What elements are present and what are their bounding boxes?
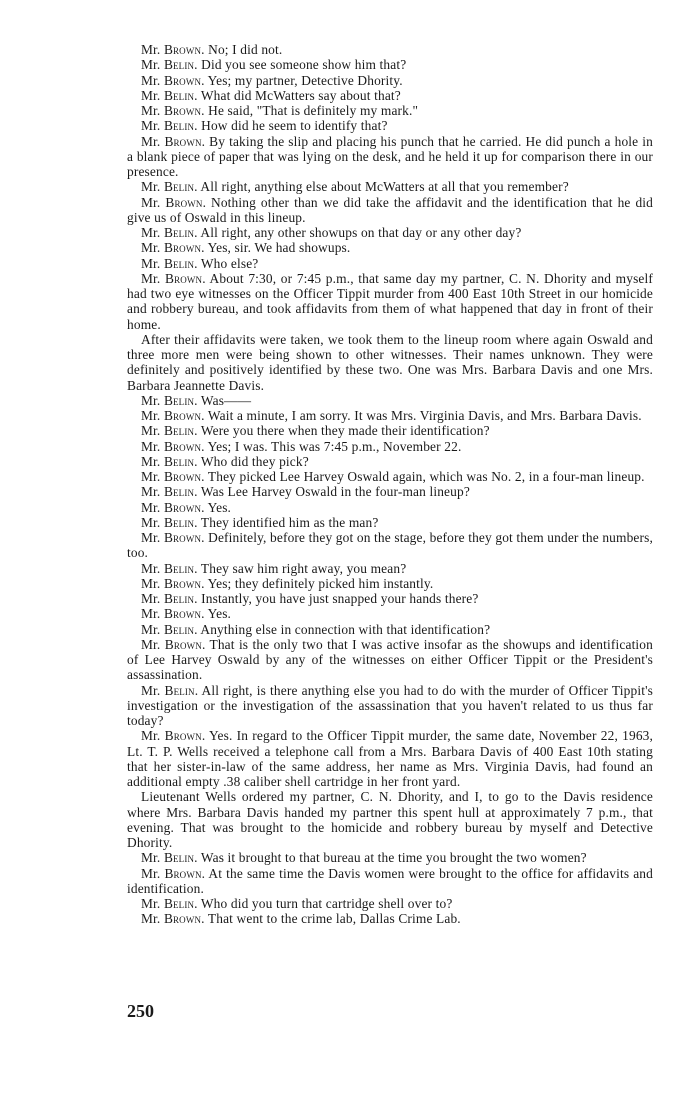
speaker-title: Mr.	[141, 255, 161, 271]
speaker-title: Mr.	[141, 194, 161, 210]
speaker-title: Mr.	[141, 392, 161, 408]
testimony-paragraph: Mr. Belin. Was Lee Harvey Oswald in the four-man lineup?	[141, 484, 470, 500]
testimony-paragraph: Mr. Brown. By taking the slip and placing his punch that he carried. He did punch a hole in a blank piece of paper that was lying on the desk, and he held it up for comparison there in our presence.	[127, 133, 653, 179]
speaker-name: Belin	[163, 179, 195, 195]
speaker-title: Mr.	[141, 606, 161, 622]
paragraph-text: Did you see someone show him that?	[201, 57, 407, 73]
speaker-title: Mr.	[141, 103, 161, 118]
testimony-paragraph: Mr. Brown. About 7:30, or 7:45 p.m., that same day my partner, C. N. Dhority and myself had two eye witnesses on the Officer Tippit murder from 400 East 10th Street in our homicide and robbery bureau, and took affidavits from them of what happened that day in front of their home.	[127, 270, 653, 332]
testimony-paragraph: Mr. Brown. Definitely, before they got on the stage, before they got them under the numbers, too.	[127, 530, 653, 561]
speaker-name: Belin	[163, 621, 195, 637]
paragraph-text: Who else?	[200, 255, 259, 271]
testimony-paragraph: Mr. Brown. At the same time the Davis women were brought to the office for affidavits and identification.	[127, 865, 653, 896]
speaker-title: Mr.	[141, 896, 161, 911]
speaker-title: Mr.	[141, 270, 161, 286]
speaker-title: Mr.	[141, 72, 161, 88]
speaker-title: Mr.	[141, 621, 161, 637]
paragraph-text: Was it brought to that bureau at the time you brought the two women?	[200, 850, 587, 866]
speaker-name: Brown	[163, 606, 202, 622]
testimony-paragraph: Mr. Belin. Anything else in connection with that identification?	[141, 621, 491, 637]
testimony-paragraph: Mr. Belin. They saw him right away, you mean?	[141, 560, 407, 576]
speaker-title: Mr.	[141, 514, 161, 530]
paragraph-text: Yes.	[207, 606, 232, 622]
testimony-paragraph: Mr. Belin. All right, anything else about McWatters at all that you remember?	[141, 179, 569, 195]
speaker-name: Brown	[163, 530, 202, 545]
speaker-title: Mr.	[141, 42, 161, 57]
speaker-title: Mr.	[141, 728, 161, 744]
speaker-title: Mr.	[141, 682, 161, 698]
speaker-title: Mr.	[141, 911, 161, 927]
speaker-name: Brown	[163, 42, 202, 57]
paragraph-text: All right, any other showups on that day or any other day?	[200, 225, 522, 240]
paragraph-text: About 7:30, or 7:45 p.m., that same day my partner, C. N. Dhority and myself had two eye witnesses on the Officer Tippit murder from 400 East 10th Street in our homicide and robbery bureau, and took affidavits from them of what happened that day in front of their home.	[127, 270, 653, 332]
speaker-name: Brown	[163, 575, 202, 591]
speaker-title: Mr.	[141, 469, 161, 484]
paragraph-text: Who did they pick?	[200, 453, 309, 469]
speaker-title: Mr.	[141, 591, 161, 606]
testimony-paragraph: Mr. Belin. Who else?	[141, 255, 259, 271]
paragraph-text: Nothing other than we did take the affidavit and the identification that he did give us of Oswald in this lineup.	[127, 194, 654, 225]
speaker-name: Belin	[164, 682, 195, 698]
paragraph-text: Wait a minute, I am sorry. It was Mrs. Virginia Davis, and Mrs. Barbara Davis.	[207, 408, 642, 423]
paragraph-text: They identified him as the man?	[200, 514, 379, 530]
speaker-title: Mr.	[141, 865, 161, 881]
speaker-name: Belin	[163, 514, 195, 530]
speaker-name: Belin	[163, 896, 195, 911]
paragraph-text: Yes; they definitely picked him instantly.	[207, 575, 434, 591]
paragraph-text: Lieutenant Wells ordered my partner, C. N. Dhority, and I, to go to the Davis residence where Mrs. Barbara Davis handed my partner this spent hull at approximately 7 p.m., that evening. That was brought to the homicide and robbery bureau by myself and Detective Dhority.	[127, 789, 653, 850]
testimony-paragraph: Mr. Brown. Yes. In regard to the Officer Tippit murder, the same date, November 22, 1963, Lt. T. P. Wells received a telephone call from a Mrs. Barbara Davis of 400 East 10th stating that her sister-in-law of the same address, her name as Mrs. Virginia Davis, had found an additional empty .38 caliber shell cartridge in her front yard.	[127, 728, 654, 789]
paragraph-text: That went to the crime lab, Dallas Crime Lab.	[207, 911, 461, 927]
testimony-paragraph: Mr. Brown. Yes; I was. This was 7:45 p.m., November 22.	[141, 438, 462, 454]
paragraph-text: All right, is there anything else you had to do with the murder of Officer Tippit's investigation or the investigation of the assassination that you haven't related to us thus far today?	[127, 682, 653, 728]
speaker-title: Mr.	[141, 240, 161, 256]
speaker-name: Brown	[163, 240, 202, 256]
testimony-paragraph: Mr. Brown. That went to the crime lab, Dallas Crime Lab.	[141, 911, 461, 927]
testimony-paragraph: Mr. Brown. Yes, sir. We had showups.	[141, 240, 351, 256]
speaker-title: Mr.	[141, 636, 161, 652]
testimony-paragraph: Mr. Brown. Yes.	[141, 499, 232, 515]
paragraph-text: Anything else in connection with that identification?	[200, 621, 491, 637]
testimony-paragraph: Mr. Brown. Yes; they definitely picked him instantly.	[141, 575, 434, 591]
speaker-name: Brown	[163, 72, 202, 88]
testimony-paragraph: Mr. Brown. Wait a minute, I am sorry. It was Mrs. Virginia Davis, and Mrs. Barbara Davis.	[141, 408, 642, 423]
speaker-title: Mr.	[141, 560, 161, 576]
paragraph-text: By taking the slip and placing his punch that he carried. He did punch a hole in a blank piece of paper that was lying on the desk, and he held it up for comparison there in our presence.	[127, 133, 653, 179]
testimony-paragraph: Mr. Brown. They picked Lee Harvey Oswald again, which was No. 2, in a four-man lineup.	[141, 469, 645, 484]
speaker-name: Belin	[163, 560, 195, 576]
paragraph-text: Who did you turn that cartridge shell over to?	[200, 896, 453, 911]
speaker-name: Belin	[163, 392, 195, 408]
speaker-title: Mr.	[141, 530, 161, 545]
speaker-name: Belin	[163, 255, 195, 271]
testimony-paragraph: Mr. Brown. Yes.	[141, 606, 232, 622]
paragraph-text: What did McWatters say about that?	[200, 87, 401, 103]
speaker-title: Mr.	[141, 850, 161, 866]
testimony-paragraph: Mr. Brown. Yes; my partner, Detective Dhority.	[141, 72, 403, 88]
paragraph-text: Was——	[200, 392, 252, 408]
testimony-paragraph: Mr. Belin. Who did you turn that cartridge shell over to?	[141, 896, 453, 911]
speaker-title: Mr.	[141, 484, 161, 500]
speaker-title: Mr.	[141, 225, 161, 240]
speaker-name: Brown	[163, 469, 202, 484]
speaker-name: Belin	[163, 484, 195, 500]
paragraph-text: Definitely, before they got on the stage, before they got them under the numbers, too.	[127, 530, 653, 561]
speaker-name: Brown	[165, 194, 203, 210]
speaker-title: Mr.	[141, 499, 161, 515]
paragraph-text: Yes; I was. This was 7:45 p.m., November 22.	[207, 438, 462, 454]
testimony-paragraph: Mr. Belin. How did he seem to identify that?	[141, 118, 388, 134]
paragraph-text: How did he seem to identify that?	[201, 118, 388, 134]
testimony-paragraph: Mr. Belin. Instantly, you have just snapped your hands there?	[141, 591, 479, 606]
testimony-paragraph: Mr. Brown. That is the only two that I was active insofar as the showups and identification of Lee Harvey Oswald by any of the witnesses on either Officer Tippit or the President's assassination.	[127, 636, 653, 683]
paragraph-text: Yes.	[207, 499, 232, 515]
paragraph-text: They saw him right away, you mean?	[200, 560, 407, 576]
paragraph-text: Yes. In regard to the Officer Tippit murder, the same date, November 22, 1963, Lt. T. P. Wells received a telephone call from a Mrs. Barbara Davis of 400 East 10th stating that her sister-in-law of the same address, her name as Mrs. Virginia Davis, had found an additional empty .38 caliber shell cartridge in her front yard.	[127, 728, 654, 789]
speaker-name: Brown	[163, 408, 202, 423]
testimony-paragraph: Mr. Belin. Who did they pick?	[141, 453, 309, 469]
speaker-name: Brown	[163, 499, 202, 515]
testimony-paragraph: Mr. Brown. No; I did not.	[141, 42, 283, 57]
speaker-name: Brown	[163, 911, 202, 927]
speaker-title: Mr.	[141, 57, 161, 73]
testimony-paragraph: Mr. Belin. They identified him as the man?	[141, 514, 379, 530]
speaker-name: Belin	[163, 850, 195, 866]
speaker-title: Mr.	[141, 179, 161, 195]
narrative-paragraph	[127, 332, 653, 393]
speaker-name: Belin	[163, 57, 195, 73]
paragraph-text: Yes; my partner, Detective Dhority.	[207, 72, 403, 88]
testimony-paragraph: Mr. Brown. He said, "That is definitely my mark."	[141, 103, 419, 118]
transcript-body	[127, 42, 653, 927]
testimony-paragraph: Mr. Belin. Were you there when they made their identification?	[141, 423, 490, 439]
testimony-paragraph: Mr. Belin. Was——	[141, 392, 252, 408]
paragraph-text: Instantly, you have just snapped your hands there?	[201, 591, 479, 606]
paragraph-text: All right, anything else about McWatters at all that you remember?	[200, 179, 569, 195]
paragraph-text: Yes, sir. We had showups.	[207, 240, 351, 256]
testimony-paragraph: Mr. Belin. Was it brought to that bureau at the time you brought the two women?	[141, 850, 587, 866]
paragraph-text: That is the only two that I was active insofar as the showups and identification of Lee Harvey Oswald by any of the witnesses on either Officer Tippit or the President's assassination.	[127, 636, 653, 683]
speaker-name: Belin	[163, 423, 195, 439]
speaker-name: Brown	[165, 270, 203, 286]
testimony-paragraph: Mr. Belin. Did you see someone show him that?	[141, 57, 407, 73]
speaker-name: Brown	[163, 103, 202, 118]
speaker-name: Belin	[163, 225, 195, 240]
speaker-title: Mr.	[141, 453, 161, 469]
speaker-title: Mr.	[141, 423, 161, 439]
speaker-name: Brown	[164, 133, 202, 149]
speaker-name: Brown	[164, 728, 202, 744]
testimony-paragraph: Mr. Belin. All right, any other showups on that day or any other day?	[141, 225, 522, 240]
paragraph-text: Were you there when they made their identification?	[200, 423, 490, 439]
speaker-title: Mr.	[141, 408, 161, 423]
testimony-paragraph: Mr. Brown. Nothing other than we did take the affidavit and the identification that he did give us of Oswald in this lineup.	[127, 194, 654, 225]
speaker-title: Mr.	[141, 133, 161, 149]
speaker-name: Belin	[163, 118, 195, 134]
paragraph-text: They picked Lee Harvey Oswald again, which was No. 2, in a four-man lineup.	[207, 469, 645, 484]
speaker-name: Belin	[163, 591, 195, 606]
speaker-title: Mr.	[141, 575, 161, 591]
speaker-title: Mr.	[141, 438, 161, 454]
paragraph-text: He said, "That is definitely my mark."	[208, 103, 419, 118]
paragraph-text: Was Lee Harvey Oswald in the four-man lineup?	[200, 484, 470, 500]
testimony-paragraph: Mr. Belin. All right, is there anything else you had to do with the murder of Officer Tippit's investigation or the investigation of the assassination that you haven't related to us thus far today?	[127, 682, 653, 728]
speaker-name: Brown	[164, 636, 202, 652]
speaker-title: Mr.	[141, 87, 161, 103]
paragraph-text: After their affidavits were taken, we took them to the lineup room where again Oswald and three more men were being shown to other witnesses. Their names unknown. They were definitely and positively identified by these two. One was Mrs. Barbara Davis and one Mrs. Barbara Jeannette Davis.	[127, 331, 653, 393]
speaker-name: Belin	[163, 87, 195, 103]
testimony-paragraph: Mr. Belin. What did McWatters say about that?	[141, 87, 401, 103]
speaker-name: Belin	[163, 453, 195, 469]
paragraph-text: No; I did not.	[208, 42, 283, 57]
narrative-paragraph	[127, 789, 653, 850]
paragraph-text: At the same time the Davis women were brought to the office for affidavits and identification.	[127, 865, 653, 896]
page-number: 250	[127, 1001, 154, 1021]
speaker-name: Brown	[163, 438, 202, 454]
speaker-title: Mr.	[141, 118, 161, 134]
speaker-name: Brown	[164, 865, 202, 881]
